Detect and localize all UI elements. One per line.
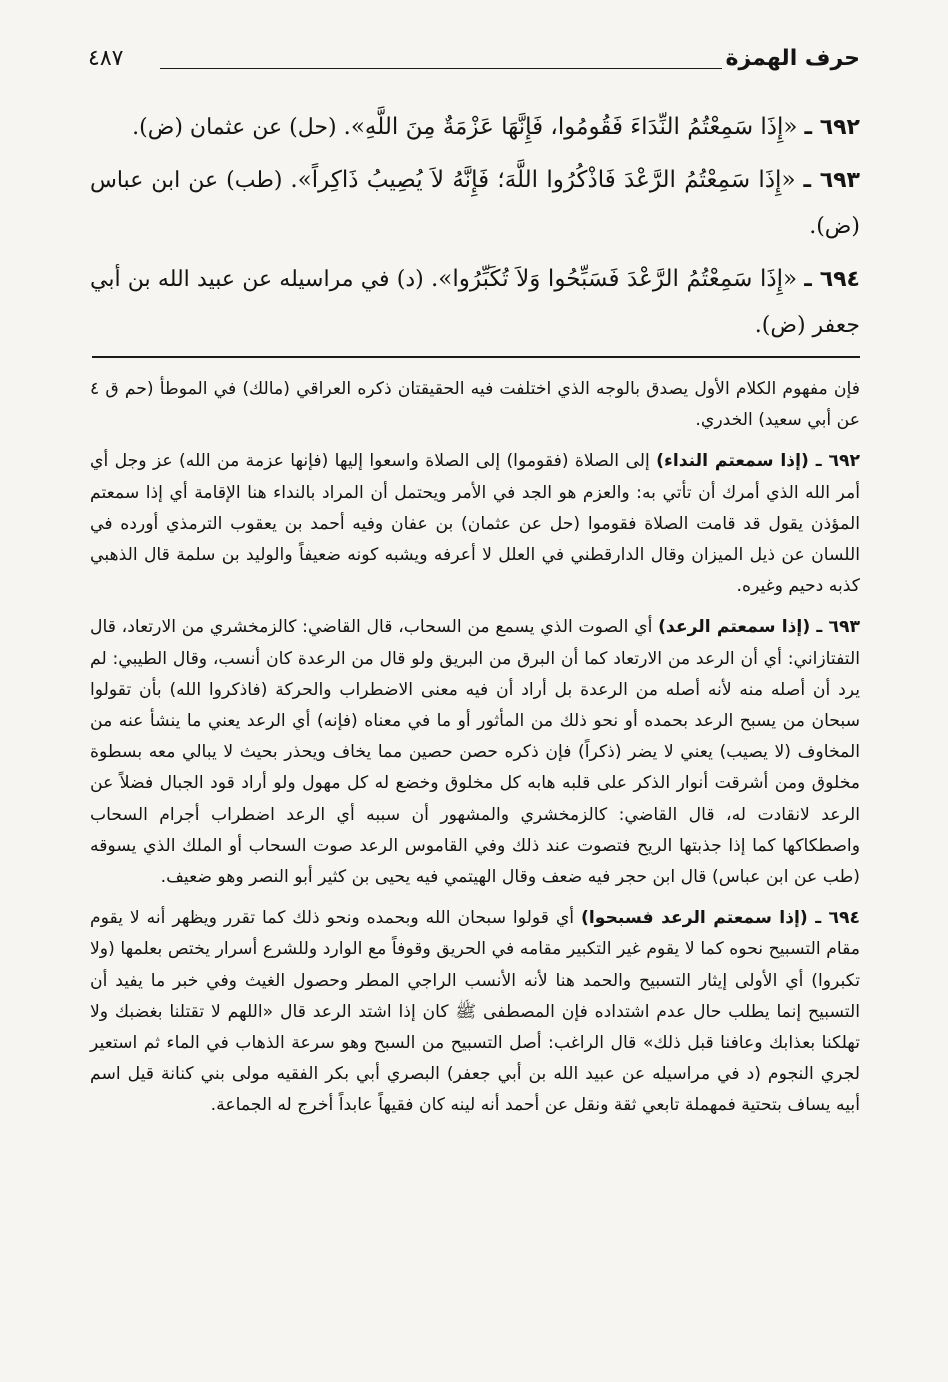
hadith-text: «إِذَا سَمِعْتُمُ الرَّعْدَ فَاذْكُرُوا اللَّهَ؛ فَإِنَّهُ لاَ يُصِيبُ ذَاكِراً». — [290, 167, 796, 193]
chapter-title: حرف الهمزة — [725, 46, 860, 71]
hadith-694 — [90, 256, 860, 349]
hadith-693 — [90, 157, 860, 250]
commentary-paragraph — [90, 374, 860, 436]
commentary-text: أي الصوت الذي يسمع من السحاب، قال القاضي: كالزمخشري من الارتعاد، قال التفتازاني: أي أن الرعد من الارتعاد كما أن البرق من البريق ولو قال من الرعدة كان أنسب، وقال الطيبي: لم يرد أن أصله منه لأنه أصله من الرعدة بل أراد أن فيه معنى الاضطراب والحركة (فاذكروا الله) بأن تقولوا سبحان من يسبح الرعد بحمده أو نحو ذلك من المأثور أو ما في معناه (فإنه) أي الرعد يعني ما ينشأ عنه من المخاوف (لا يصيب) يعني لا يضر (ذكراً) فإن ذكره حصن حصين مما يخاف ويحذر بحيث لا يبالي معه بسطوة مخلوق ومن أشرقت أنوار الذكر على قلبه هابه كل مخلوق وخضع له كل مهول ولو أراد قود الجبال فضلاً عن الرعد لانقادت له، قال القاضي: كالزمخشري والمشهور أن سببه أي الرعد اضطراب أجرام السحاب واصطكاكها كما إذا جذبتها الريح فتصوت عند ذلك وفي القاموس الرعد صوت السحاب أو الملك الذي يسوقه (طب عن ابن عباس) قال ابن حجر فيه ضعف وقال الهيتمي فيه يحيى بن كثير أبو النصر وهو ضعيف. — [90, 617, 860, 888]
commentary — [90, 374, 860, 1132]
header-rule — [160, 68, 722, 69]
hadith-texts — [90, 104, 860, 355]
commentary-paragraph — [90, 446, 860, 602]
page-header — [88, 42, 860, 76]
commentary-text: إلى الصلاة (فقوموا) إلى الصلاة واسعوا إليها (فإنها عزمة من الله) عز وجل أي أمر الله الذي أمرك أن تأتي به: والعزم هو الجد في الأمر ويحتمل أن المراد بالنداء هنا الإقامة أي إذا سمعتم المؤذن يقول قد قامت الصلاة فقوموا (حل عن عثمان) بن عفان وفيه أحمد بن يعقوب الترمذي أورده في اللسان عن ذيل الميزان وقال الدارقطني في العلل لا أعرفه ويشبه كونه ضعيفاً والوليد بن سلمة قال الذهبي كذبه دحيم وغيره. — [90, 451, 860, 597]
commentary-paragraph — [90, 612, 860, 893]
hadith-text: «إِذَا سَمِعْتُمُ الرَّعْدَ فَسَبِّحُوا وَلاَ تُكَبِّرُوا». — [431, 266, 798, 292]
hadith-692 — [90, 104, 860, 151]
commentary-lead: ٦٩٢ ـ (إذا سمعتم النداء) — [656, 451, 860, 472]
commentary-lead: ٦٩٤ ـ (إذا سمعتم الرعد فسبحوا) — [580, 908, 860, 929]
commentary-text: فإن مفهوم الكلام الأول يصدق بالوجه الذي اختلفت فيه الحقيقتان ذكره العراقي (مالك) في الموطأ (حم ق ٤ عن أبي سعيد) الخدري. — [90, 379, 860, 431]
section-divider — [92, 356, 860, 358]
hadith-source: (د) في مراسيله عن عبيد الله بن أبي جعفر (ض). — [90, 267, 860, 338]
commentary-text: أي قولوا سبحان الله وبحمده ونحو ذلك كما تقرر ويظهر أنه لا يقوم مقام التسبيح نحوه كما لا يقوم غير التكبير مقامه في الحريق وقوفاً مع الوارد وللشرع أسرار يختص بعلمها (ولا تكبروا) أي الأولى إيثار التسبيح والحمد هنا لأنه الأنسب الراجي المطر وحصول الغيث وفي خبر ما يفيد أن التسبيح إنما يطلب حال عدم اشتداده فإن المصطفى ﷺ كان إذا اشتد الرعد قال «اللهم لا تقتلنا بغضبك ولا تهلكنا بعذابك وعافنا قبل ذلك» قال الراغب: أصل التسبيح من السبح وهو سرعة الذهاب في الماء ثم استعير لجري النجوم (د في مراسيله عن عبيد الله بن أبي جعفر) البصري أبي بكر الفقيه مولى بني كنانة قيل اسم أبيه يساف بتحتية فمهملة تابعي ثقة ونقل عن أحمد أنه لينه كان فقيهاً عابداً أخرج له الجماعة. — [90, 908, 860, 1116]
hadith-text: «إِذَا سَمِعْتُمُ النِّدَاءَ فَقُومُوا، فَإِنَّهَا عَزْمَةٌ مِنَ اللَّهِ». — [343, 114, 798, 140]
hadith-number: ٦٩٢ ـ — [804, 115, 860, 140]
page-number: ٤٨٧ — [88, 46, 124, 71]
hadith-source: (طب) عن ابن عباس (ض). — [90, 168, 860, 239]
hadith-number: ٦٩٤ ـ — [804, 267, 860, 292]
hadith-source: (حل) عن عثمان (ض). — [132, 115, 337, 140]
commentary-paragraph — [90, 903, 860, 1121]
hadith-number: ٦٩٣ ـ — [803, 168, 860, 193]
commentary-lead: ٦٩٣ ـ (إذا سمعتم الرعد) — [658, 617, 861, 638]
